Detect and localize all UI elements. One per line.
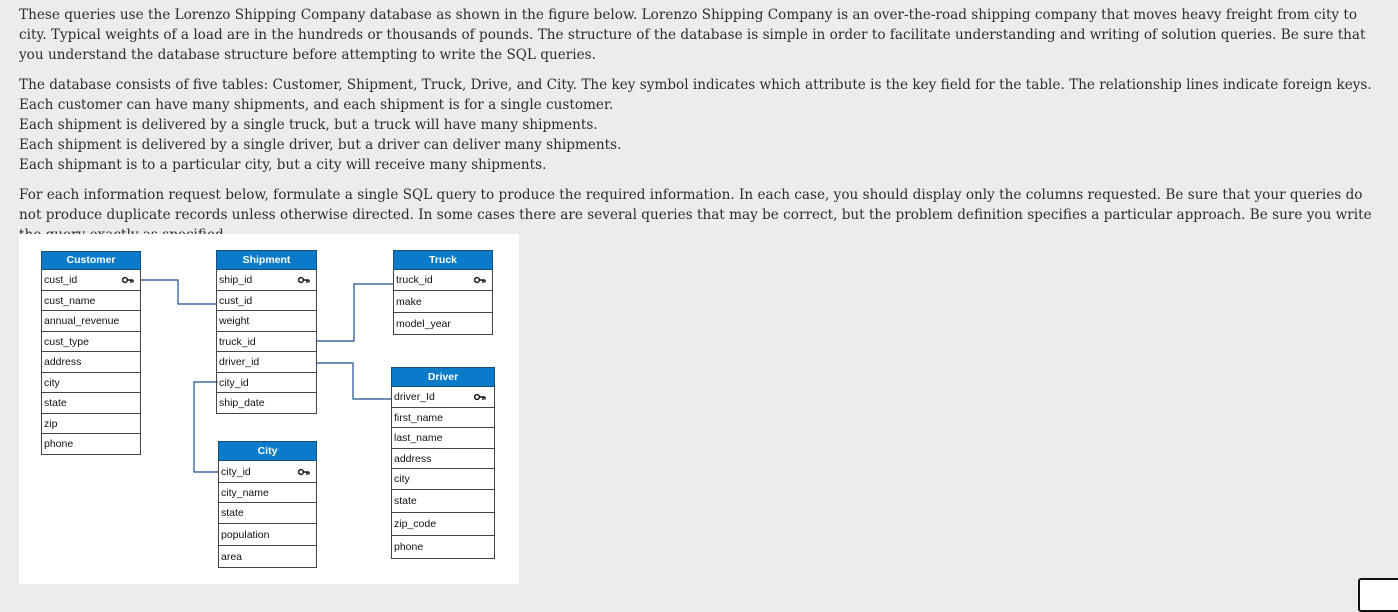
- table-field: zip: [41, 414, 141, 434]
- table-field: make: [393, 291, 493, 313]
- truck-table: [393, 250, 493, 335]
- table-field: cust_id: [216, 291, 317, 311]
- table-field: population: [218, 524, 317, 546]
- question-text: [19, 5, 1379, 245]
- driver-table: [391, 367, 495, 559]
- table-field: address: [41, 352, 141, 373]
- customer-table: [41, 251, 141, 455]
- table-field: cust_name: [41, 291, 141, 311]
- table-field: driver_id: [216, 352, 317, 373]
- schema-line: Each customer can have many shipments, and each shipment is for a single customer.: [19, 97, 614, 113]
- table-field: model_year: [393, 313, 493, 335]
- table-field: driver_Id: [391, 387, 495, 408]
- table-field: first_name: [391, 408, 495, 428]
- table-field: ship_date: [216, 393, 317, 414]
- table-field: phone: [41, 434, 141, 455]
- city-table-title: City: [218, 441, 317, 461]
- table-field: state: [218, 503, 317, 524]
- table-field: zip_code: [391, 513, 495, 536]
- truck-table-title: Truck: [393, 250, 493, 270]
- relationship-truck-shipment: [317, 284, 393, 341]
- schema-description: [19, 75, 1379, 175]
- table-field: phone: [391, 536, 495, 559]
- shipment-table: [216, 250, 317, 414]
- key-icon: [298, 468, 310, 476]
- schema-line: Each shipment is delivered by a single driver, but a driver can deliver many shipments.: [19, 137, 622, 153]
- schema-line: Each shipment is delivered by a single truck, but a truck will have many shipments.: [19, 117, 598, 133]
- intro-paragraph: These queries use the Lorenzo Shipping Company database as shown in the figure below. Lorenzo Shipping Company is an over-the-road shipping company that moves heavy freight from city to city. Typical weights of a load are in the hundreds or thousands of pounds. The structure of the database is simple in order to facilitate understanding and writing of solution queries. Be sure that you understand the database structure before attempting to write the SQL queries.: [19, 7, 1366, 63]
- table-field: address: [391, 449, 495, 469]
- table-field: city: [391, 469, 495, 490]
- database-diagram: [19, 234, 519, 584]
- floating-widget-corner[interactable]: [1358, 578, 1398, 612]
- shipment-table-title: Shipment: [216, 250, 317, 270]
- key-icon: [122, 276, 134, 284]
- table-field: area: [218, 546, 317, 568]
- key-icon: [298, 276, 310, 284]
- relationship-shipment-city: [194, 382, 218, 472]
- table-field: state: [41, 393, 141, 414]
- relationship-shipment-driver: [317, 363, 391, 399]
- table-field: truck_id: [393, 270, 493, 291]
- table-field: annual_revenue: [41, 311, 141, 332]
- table-field: truck_id: [216, 332, 317, 352]
- table-field: cust_type: [41, 332, 141, 352]
- table-field: city: [41, 373, 141, 393]
- table-field: state: [391, 490, 495, 513]
- table-field: ship_id: [216, 270, 317, 291]
- schema-line: The database consists of five tables: Customer, Shipment, Truck, Drive, and City. The key symbol indicates which attribute is the key field for the table. The relationship lines indicate foreign keys.: [19, 77, 1372, 93]
- key-icon: [474, 393, 486, 401]
- table-field: weight: [216, 311, 317, 332]
- key-icon: [474, 276, 486, 284]
- table-field: city_id: [218, 461, 317, 483]
- table-field: cust_id: [41, 270, 141, 291]
- table-field: last_name: [391, 428, 495, 449]
- instructions-paragraph: For each information request below, formulate a single SQL query to produce the required information. In each case, you should display only the columns requested. Be sure that your queries do not produce duplicate records unless otherwise directed. In some cases there are several queries that may be correct, but the problem definition specifies a particular approach. Be sure you write: [19, 187, 1372, 223]
- driver-table-title: Driver: [391, 367, 495, 387]
- schema-line: Each shipmant is to a particular city, but a city will receive many shipments.: [19, 157, 547, 173]
- table-field: city_id: [216, 373, 317, 393]
- table-field: city_name: [218, 483, 317, 503]
- relationship-customer-shipment: [141, 280, 216, 304]
- customer-table-title: Customer: [41, 251, 141, 270]
- city-table: [218, 441, 317, 568]
